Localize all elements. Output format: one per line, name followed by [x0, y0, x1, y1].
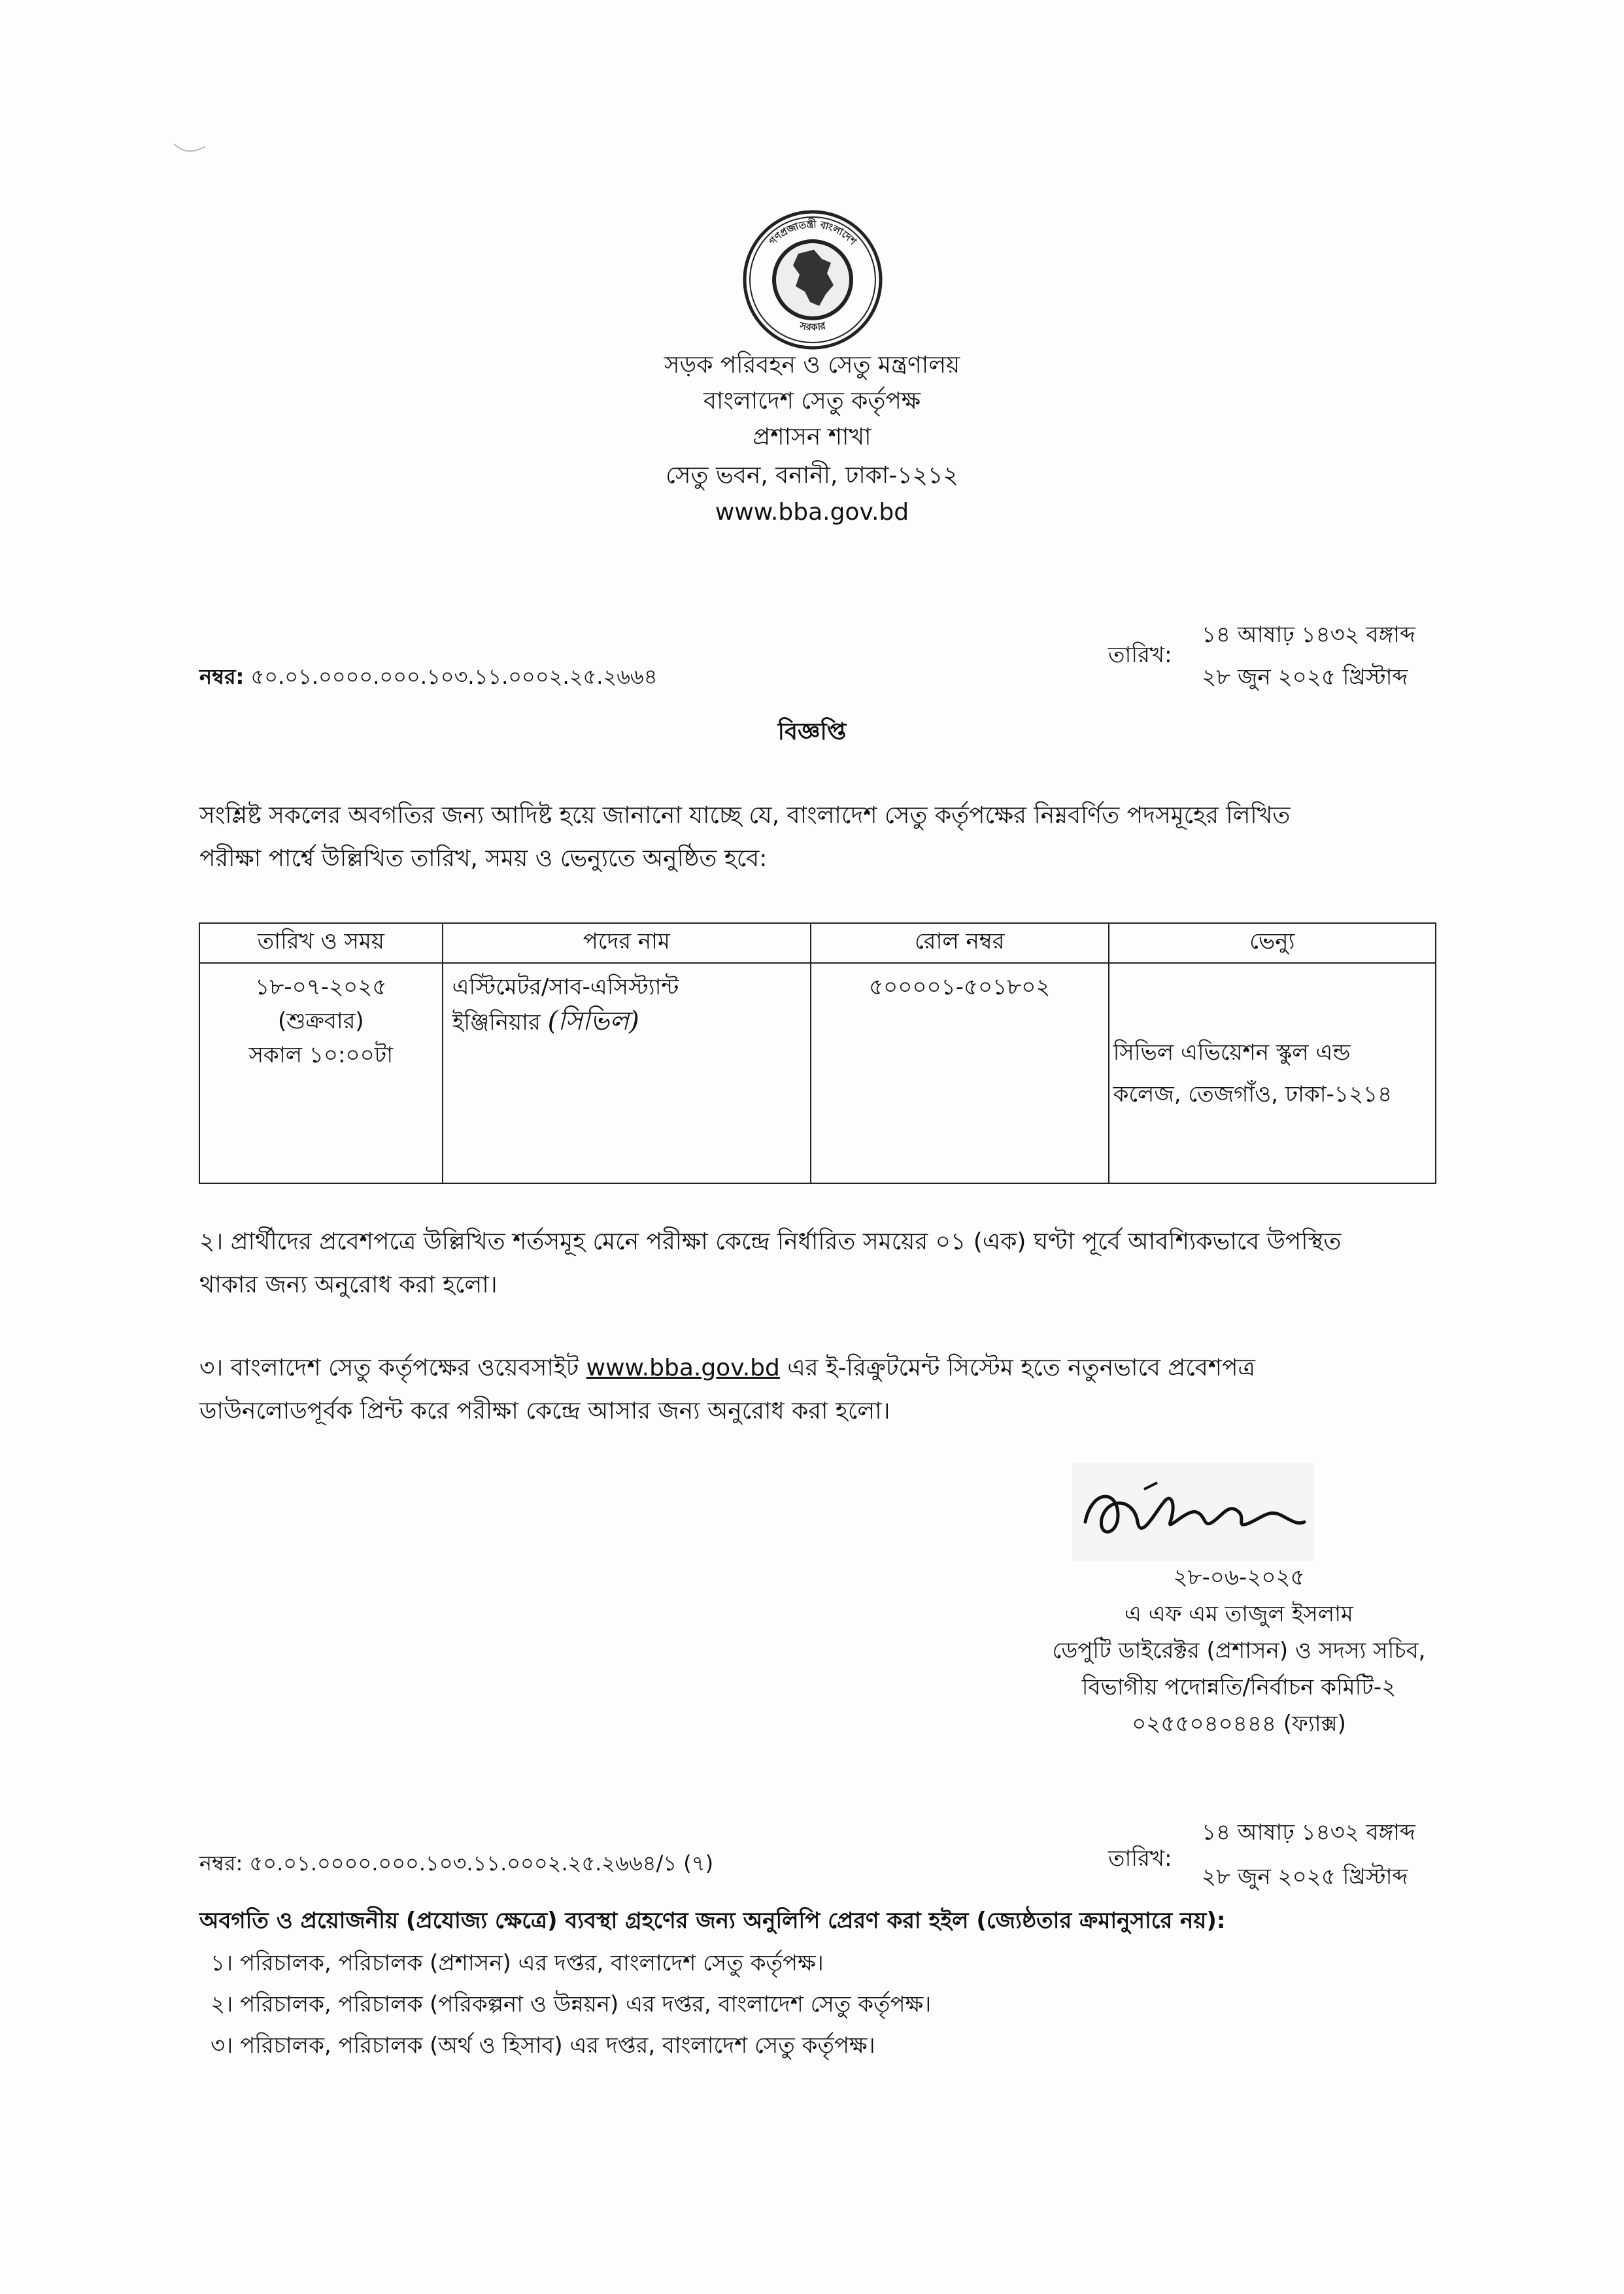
authority-name: বাংলাদেশ সেতু কর্তৃপক্ষ — [703, 388, 921, 414]
copy-distribution-heading: অবগতি ও প্রয়োজনীয় (প্রযোজ্য ক্ষেত্রে) ব্যবস্থা গ্রহণের জন্য অনুলিপি প্রেরণ করা হইল (জ্যেষ্ঠতার ক্রমানুসারে নয়): — [199, 1908, 1226, 1934]
scan-mark-decoration — [171, 140, 211, 160]
intro-line-2: পরীক্ষা পার্শ্বে উল্লিখিত তারিখ, সময় ও ভেন্যুতে অনুষ্ঠিত হবে: — [199, 845, 768, 872]
post-name-handwritten-civil: (সিভিল) — [547, 1006, 639, 1036]
exam-time: সকাল ১০:০০টা — [248, 1042, 394, 1068]
list-item: ১। পরিচালক, পরিচালক (প্রশাসন) এর দপ্তর, বাংলাদেশ সেতু কর্তৃপক্ষ। — [211, 1950, 824, 1976]
table-header-row — [199, 923, 1436, 963]
para2-line-1: ২। প্রার্থীদের প্রবেশপত্রে উল্লিখিত শর্তসমূহ মেনে পরীক্ষা কেন্দ্রে নির্ধারিত সময়ের ০১ (এক) ঘণ্টা পূর্বে আবশ্যিকভাবে উপস্থিত — [199, 1228, 1342, 1255]
header-roll-number: রোল নম্বর — [811, 923, 1109, 963]
post-name-engineer: ইঞ্জিনিয়ার — [452, 1009, 541, 1036]
cell-post-name — [443, 963, 811, 1183]
memo-number-value: ৫০.০১.০০০০.০০০.১০৩.১১.০০০২.২৫.২৬৬৪ — [250, 664, 658, 689]
para2-line-2: থাকার জন্য অনুরোধ করা হলো। — [199, 1272, 498, 1298]
exam-schedule-table — [199, 922, 1436, 1184]
signatory-fax: ০২৫৫০৪০৪৪৪ (ফ্যাক্স) — [1132, 1711, 1346, 1737]
signatory-committee: বিভাগীয় পদোন্নতি/নির্বাচন কমিটি-২ — [1081, 1674, 1396, 1700]
para3-line-1-pre: ৩। বাংলাদেশ সেতু কর্তৃপক্ষের ওয়েবসাইট — [199, 1355, 586, 1381]
instruction-paragraph-3 — [199, 1347, 1435, 1433]
copy-date-gregorian: ২৮ জুন ২০২৫ খ্রিস্টাব্দ — [1202, 1864, 1408, 1890]
branch-name: প্রশাসন শাখা — [753, 424, 871, 450]
copy-memo-number-value: ৫০.০১.০০০০.০০০.১০৩.১১.০০০২.২৫.২৬৬৪/১ (৭) — [249, 1851, 714, 1876]
website-link[interactable]: www.bba.gov.bd — [586, 1355, 780, 1381]
office-address: সেতু ভবন, বনানী, ঢাকা-১২১২ — [666, 462, 958, 489]
signature-block — [981, 1559, 1497, 1742]
cell-roll-number — [811, 963, 1109, 1183]
memo-date-gregorian: ২৮ জুন ২০২৫ খ্রিস্টাব্দ — [1202, 664, 1408, 690]
list-item: ৩। পরিচালক, পরিচালক (অর্থ ও হিসাব) এর দপ্তর, বাংলাদেশ সেতু কর্তৃপক্ষ। — [211, 2033, 875, 2059]
copy-memo-number — [199, 1847, 713, 1882]
copy-date-label: তারিখ: — [1108, 1846, 1172, 1872]
exam-day: (শুক্রবার) — [277, 1008, 364, 1034]
roll-range: ৫০০০০১-৫০১৮০২ — [869, 974, 1051, 1000]
para3-line-2: ডাউনলোডপূর্বক প্রিন্ট করে পরীক্ষা কেন্দ্রে আসার জন্য অনুরোধ করা হলো। — [199, 1398, 890, 1425]
intro-line-1: সংশ্লিষ্ট সকলের অবগতির জন্য আদিষ্ট হয়ে জানানো যাচ্ছে যে, বাংলাদেশ সেতু কর্তৃপক্ষের নিম্নবর্ণিত পদসমূহের লিখিত — [199, 802, 1291, 829]
signatory-name: এ এফ এম তাজুল ইসলাম — [1125, 1601, 1353, 1627]
venue-line-2: কলেজ, তেজগাঁও, ঢাকা-১২১৪ — [1113, 1081, 1393, 1107]
para3-line-1-post: এর ই-রিক্রুটমেন্ট সিস্টেম হতে নতুনভাবে প্রবেশপত্র — [779, 1355, 1255, 1381]
post-name-line-2 — [452, 1004, 801, 1039]
copy-date-bangla: ১৪ আষাঢ় ১৪৩২ বঙ্গাব্দ — [1202, 1819, 1415, 1846]
seal-top-text: গণপ্রজাতন্ত্রী বাংলাদেশ — [766, 218, 859, 248]
memo-date-label: তারিখ: — [1108, 642, 1172, 668]
list-item: ২। পরিচালক, পরিচালক (পরিকল্পনা ও উন্নয়ন) এর দপ্তর, বাংলাদেশ সেতু কর্তৃপক্ষ। — [211, 1991, 932, 2017]
signature-date: ২৮-০৬-২০২৫ — [1173, 1564, 1305, 1591]
handwritten-signature-image — [1072, 1463, 1314, 1561]
memo-number — [199, 660, 658, 696]
memo-date-bangla: ১৪ আষাঢ় ১৪৩২ বঙ্গাব্দ — [1202, 622, 1415, 648]
para3-line-1 — [199, 1347, 1435, 1390]
table-row — [199, 963, 1436, 1183]
exam-date: ১৮-০৭-২০২৫ — [255, 974, 387, 1000]
header-date-time: তারিখ ও সময় — [199, 923, 443, 963]
instruction-paragraph-2 — [199, 1221, 1435, 1307]
cell-venue — [1109, 963, 1436, 1183]
copy-memo-number-label: নম্বর: — [199, 1851, 243, 1876]
notice-title: বিজ্ঞপ্তি — [777, 718, 847, 745]
header-website: www.bba.gov.bd — [715, 499, 909, 526]
ministry-name: সড়ক পরিবহন ও সেতু মন্ত্রণালয় — [664, 352, 960, 379]
memo-number-label: নম্বর: — [199, 664, 245, 689]
signatory-designation: ডেপুটি ডাইরেক্টর (প্রশাসন) ও সদস্য সচিব, — [1052, 1638, 1426, 1664]
government-seal-logo — [741, 208, 885, 352]
svg-text:সরকার — [798, 320, 827, 333]
header-venue: ভেন্যু — [1109, 923, 1436, 963]
header-post-name: পদের নাম — [443, 923, 811, 963]
post-name-line-1: এস্টিমেটর/সাব-এসিস্ট্যান্ট — [452, 974, 679, 1000]
seal-bottom-text: সরকার — [798, 319, 827, 333]
venue-line-1: সিভিল এভিয়েশন স্কুল এন্ড — [1113, 1039, 1351, 1066]
cell-date-time — [199, 963, 443, 1183]
intro-paragraph — [199, 794, 1435, 881]
